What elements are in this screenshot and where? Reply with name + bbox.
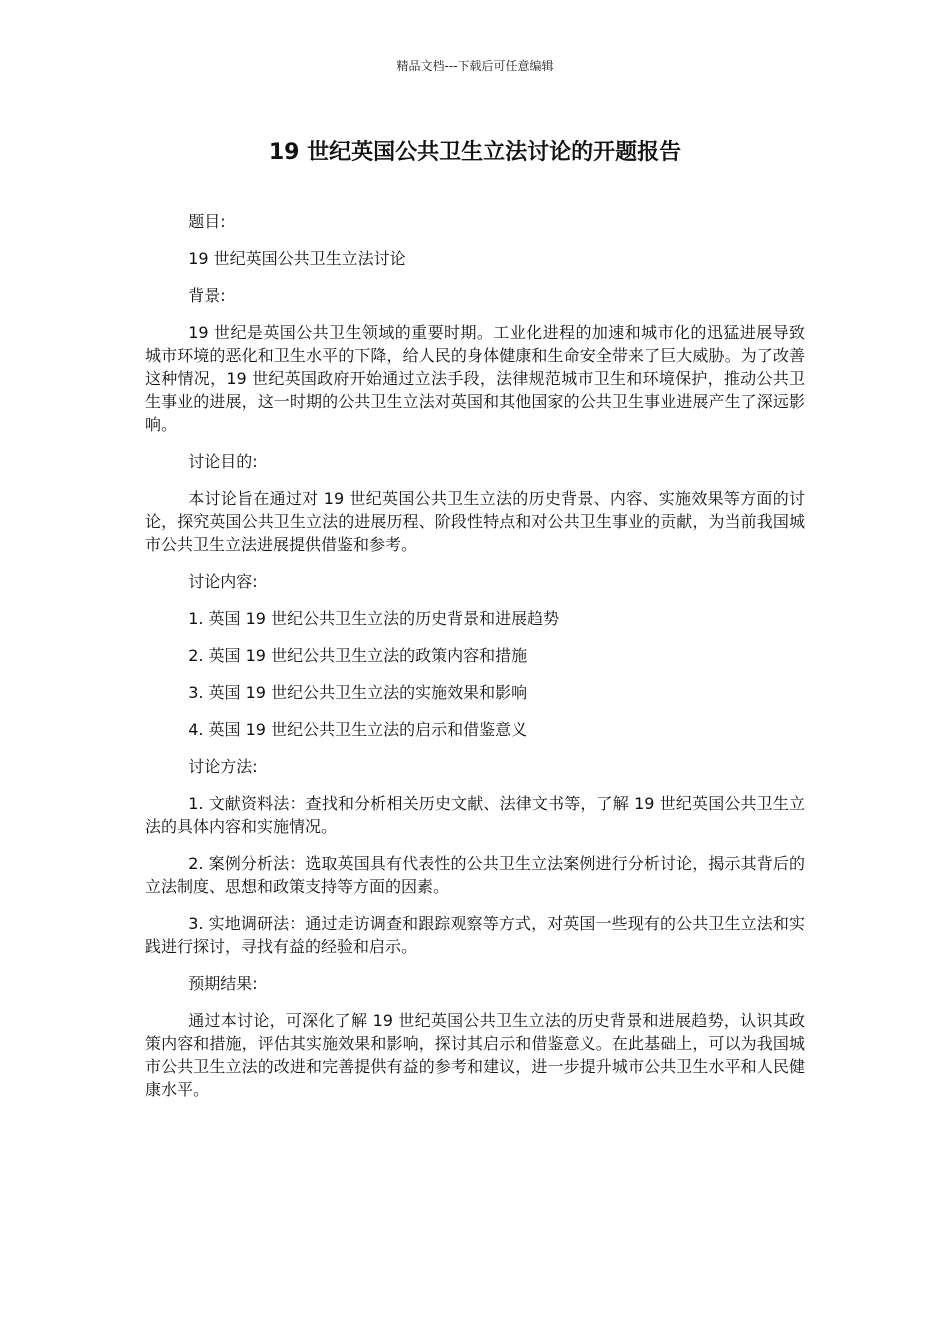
content-item-1: 1. 英国 19 世纪公共卫生立法的历史背景和进展趋势 bbox=[188, 609, 560, 628]
content-label: 讨论内容: bbox=[188, 572, 258, 591]
content-item-3: 3. 英国 19 世纪公共卫生立法的实施效果和影响 bbox=[188, 683, 528, 702]
background-label: 背景: bbox=[188, 286, 226, 305]
background-text: 19 世纪是英国公共卫生领域的重要时期。工业化进程的加速和城市化的迅猛进展导致城市环境的恶化和卫生水平的下降，给人民的身体健康和生命安全带来了巨大威胁。为了改善这种情况，19 世纪英国政府开始通过立法手段，法律规范城市卫生和环境保护，推动公共卫生事业的进展，这一时期的公共卫生立法对英国和其他国家的公共卫生事业进展产生了深远影响。 bbox=[145, 323, 805, 434]
content-item-4: 4. 英国 19 世纪公共卫生立法的启示和借鉴意义 bbox=[188, 720, 528, 739]
method-item-2: 2. 案例分析法：选取英国具有代表性的公共卫生立法案例进行分析讨论，揭示其背后的立法制度、思想和政策支持等方面的因素。 bbox=[145, 854, 805, 896]
content-item-2: 2. 英国 19 世纪公共卫生立法的政策内容和措施 bbox=[188, 646, 528, 665]
result-text: 通过本讨论，可深化了解 19 世纪英国公共卫生立法的历史背景和进展趋势，认识其政策内容和措施，评估其实施效果和影响，探讨其启示和借鉴意义。在此基础上，可以为我国城市公共卫生立法的改进和完善提供有益的参考和建议，进一步提升城市公共卫生水平和人民健康水平。 bbox=[145, 1011, 805, 1099]
purpose-text: 本讨论旨在通过对 19 世纪英国公共卫生立法的历史背景、内容、实施效果等方面的讨论，探究英国公共卫生立法的进展历程、阶段性特点和对公共卫生事业的贡献，为当前我国城市公共卫生立法进展提供借鉴和参考。 bbox=[145, 489, 805, 554]
method-label: 讨论方法: bbox=[188, 757, 258, 776]
document-title: 19 世纪英国公共卫生立法讨论的开题报告 bbox=[268, 140, 682, 165]
method-item-1: 1. 文献资料法：查找和分析相关历史文献、法律文书等，了解 19 世纪英国公共卫生立法的具体内容和实施情况。 bbox=[145, 794, 805, 836]
topic-label: 题目: bbox=[188, 212, 226, 231]
topic-text: 19 世纪英国公共卫生立法讨论 bbox=[188, 249, 406, 268]
result-label: 预期结果: bbox=[188, 974, 258, 993]
method-item-3: 3. 实地调研法：通过走访调查和跟踪观察等方式，对英国一些现有的公共卫生立法和实践进行探讨，寻找有益的经验和启示。 bbox=[145, 914, 805, 956]
document-body bbox=[145, 210, 805, 1115]
purpose-label: 讨论目的: bbox=[188, 452, 258, 471]
header-note: 精品文档---下载后可任意编辑 bbox=[396, 59, 554, 73]
